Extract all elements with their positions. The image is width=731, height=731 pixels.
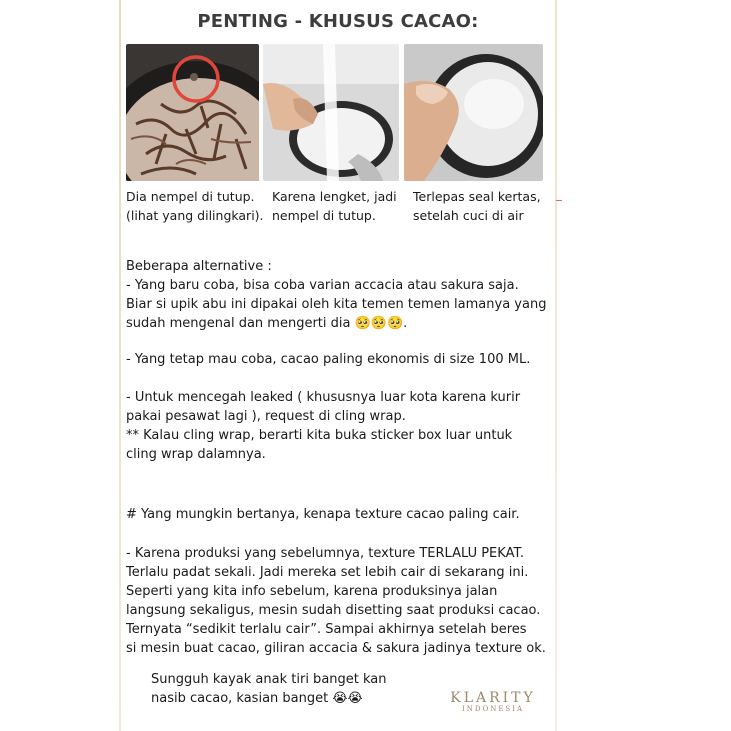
caption-line: nempel di tutup. (272, 208, 376, 223)
caption-line: setelah cuci di air (413, 208, 524, 223)
caption-line: (lihat yang dilingkari). (126, 208, 264, 223)
caption-line: Terlepas seal kertas, (413, 189, 541, 204)
caption-line: Dia nempel di tutup. (126, 189, 255, 204)
body-line: Terlalu padat sekali. Jadi mereka set lebih cair di sekarang ini. (126, 565, 529, 580)
caption-line: Karena lengket, jadi (272, 189, 397, 204)
photo-clean-lid (404, 44, 543, 181)
brand-name: KLARITY (450, 690, 536, 706)
body-line: sudah mengenal dan mengerti dia 🥺🥺🥺. (126, 316, 408, 331)
alternatives-heading: Beberapa alternative : (126, 259, 272, 274)
photo-lid-cracked (126, 44, 259, 181)
closing-line: Sungguh kayak anak tiri banget kan (151, 672, 387, 687)
page-edge-left (119, 0, 121, 731)
photo-washing-lid (263, 44, 399, 181)
body-line: ** Kalau cling wrap, berarti kita buka sticker box luar untuk (126, 428, 513, 443)
closing-line: nasib cacao, kasian banget 😭😭 (151, 691, 363, 706)
body-line: cling wrap dalamnya. (126, 447, 266, 462)
brand-subtitle: INDONESIA (461, 705, 525, 713)
body-line: si mesin buat cacao, giliran accacia & sakura jadinya texture ok. (126, 641, 546, 656)
body-line: - Yang baru coba, bisa coba varian accacia atau sakura saja. (126, 278, 519, 293)
caption-photo-3 (413, 187, 553, 225)
body-line: Biar si upik abu ini dipakai oleh kita temen temen lamanya yang (126, 297, 547, 312)
caption-photo-1 (126, 187, 266, 225)
closing-note (151, 670, 387, 708)
body-line: - Untuk mencegah leaked ( khususnya luar kota karena kurir (126, 390, 521, 405)
brand-logo (443, 690, 543, 713)
body-line: - Yang tetap mau coba, cacao paling ekonomis di size 100 ML. (126, 352, 531, 367)
body-line: pakai pesawat lagi ), request di cling wrap. (126, 409, 406, 424)
edge-mark (556, 200, 562, 201)
body-line: - Karena produksi yang sebelumnya, texture TERLALU PEKAT. (126, 546, 524, 561)
body-line: Seperti yang kita info sebelum, karena produksinya jalan (126, 584, 498, 599)
body-line: langsung sekaligus, mesin sudah disetting saat produksi cacao. (126, 603, 541, 618)
caption-photo-2 (272, 187, 410, 225)
page-edge-right (555, 0, 557, 731)
page-title: PENTING - KHUSUS CACAO: (197, 11, 479, 32)
faq-heading: # Yang mungkin bertanya, kenapa texture cacao paling cair. (126, 507, 520, 522)
body-line: Ternyata “sedikit terlalu cair”. Sampai akhirnya setelah beres (126, 622, 527, 637)
